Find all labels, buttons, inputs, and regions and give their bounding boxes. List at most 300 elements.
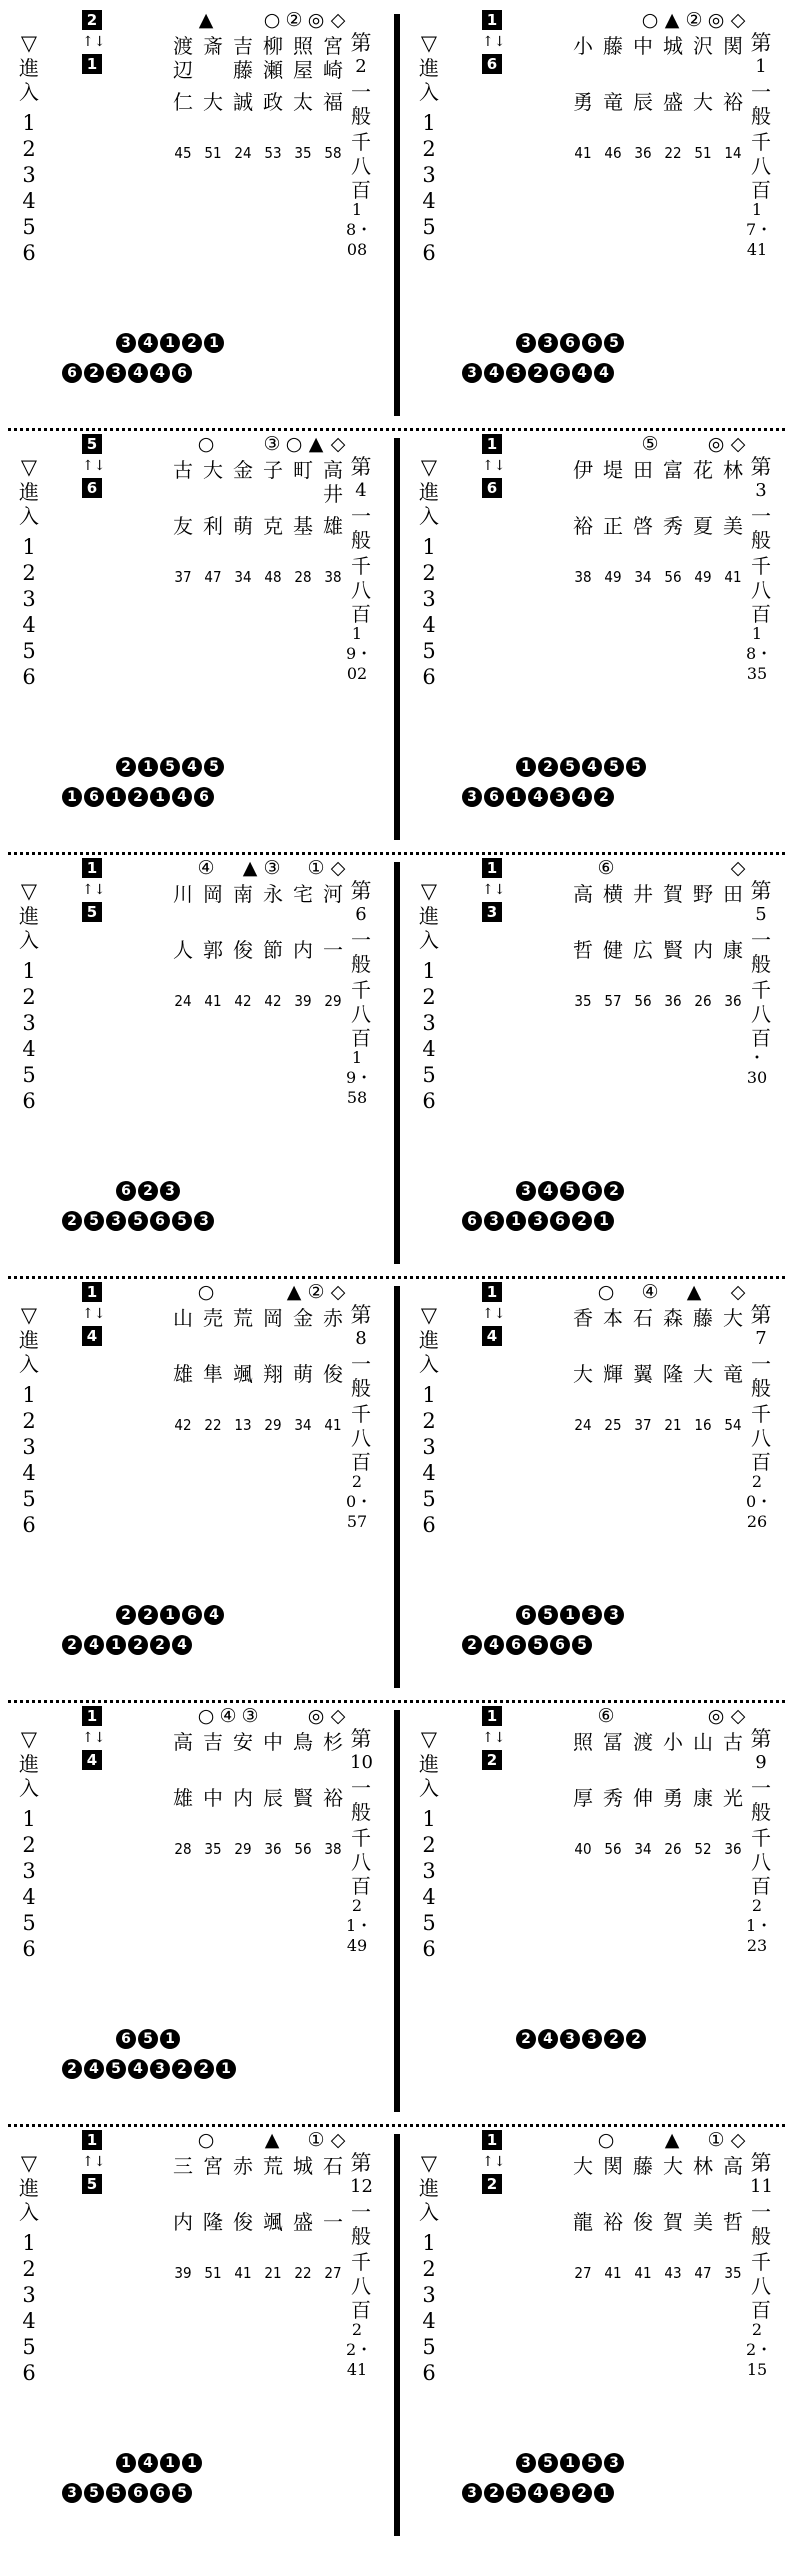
racer-given-initial: 勇: [663, 1786, 683, 1810]
prediction-mark: ⑥: [597, 1706, 615, 1727]
frame-box: 5: [82, 434, 102, 454]
prediction-mark: ③: [263, 858, 281, 879]
forecast-line-b: [462, 2482, 614, 2504]
racer-stat: 39: [174, 2264, 192, 2282]
entry-label: 進入: [419, 56, 439, 104]
racer-name: 荒: [263, 2154, 283, 2178]
forecast-number: 3: [528, 1211, 548, 1231]
forecast-number: 1: [216, 2059, 236, 2079]
prediction-mark: ▲: [664, 2130, 680, 2151]
frame-box: 2: [482, 2174, 502, 2194]
forecast-number: 6: [560, 333, 580, 353]
general-label: 一般: [751, 928, 771, 976]
lane-number: 4: [22, 2309, 36, 2333]
forecast-line-b: [462, 1210, 614, 1232]
forecast-number: 6: [116, 2029, 136, 2049]
forecast-number: 4: [484, 1635, 504, 1655]
prediction-mark: ◇: [330, 10, 346, 31]
forecast-number: 5: [204, 757, 224, 777]
racer-given-initial: 翔: [263, 1362, 283, 1386]
forecast-number: 6: [194, 787, 214, 807]
lane-number: 3: [22, 1011, 36, 1035]
forecast-number: 2: [84, 363, 104, 383]
prediction-mark: ▲: [264, 2130, 280, 2151]
racer-stat: 24: [234, 144, 252, 162]
prediction-mark: ⑥: [597, 858, 615, 879]
race-number: 4: [355, 480, 367, 501]
racer-stat: 36: [724, 1840, 742, 1858]
forecast-number: 4: [172, 787, 192, 807]
racer-name: 花: [693, 458, 713, 482]
racer-name: 城: [663, 34, 683, 58]
tail-value: 19・02: [346, 624, 373, 683]
prediction-mark: ○: [263, 10, 281, 31]
race-number: 11: [750, 2176, 773, 2197]
general-label: 一般: [751, 504, 771, 552]
general-label: 一般: [351, 1776, 371, 1824]
forecast-number: 4: [484, 363, 504, 383]
forecast-line-b: [62, 1210, 214, 1232]
racer-name: 藤: [693, 1306, 713, 1330]
racer-given-initial: 友: [173, 514, 193, 538]
racer-stat: 22: [204, 1416, 222, 1434]
racer-stat: 36: [264, 1840, 282, 1858]
forecast-number: 6: [128, 2483, 148, 2503]
racer-given-initial: 厚: [573, 1786, 593, 1810]
racer-name: 城: [293, 2154, 313, 2178]
forecast-line-a: [516, 2028, 646, 2050]
lane-number: 1: [22, 111, 36, 135]
forecast-number: 2: [516, 2029, 536, 2049]
racer-given-initial: 政: [263, 90, 283, 114]
racer-name: 吉藤: [233, 34, 253, 82]
racer-name: 富: [663, 458, 683, 482]
racer-given-initial: 竜: [723, 1362, 743, 1386]
racer-name: 横: [603, 882, 623, 906]
prediction-mark: ◇: [730, 10, 746, 31]
frame-box: 1: [82, 858, 102, 878]
frame-box: 2: [82, 10, 102, 30]
entry-label: 進入: [419, 904, 439, 952]
prediction-mark: ◎: [307, 10, 325, 31]
racer-name: 赤: [323, 1306, 343, 1330]
racer-given-initial: 中: [203, 1786, 223, 1810]
forecast-number: 2: [138, 1181, 158, 1201]
forecast-number: 1: [506, 1211, 526, 1231]
forecast-number: 5: [172, 2483, 192, 2503]
racer-stat: 35: [204, 1840, 222, 1858]
down-triangle-mark: ▽: [20, 2151, 38, 2175]
dai-label: 第: [350, 1303, 372, 1327]
prediction-mark: ◇: [330, 434, 346, 455]
down-triangle-mark: ▽: [20, 1727, 38, 1751]
forecast-number: 1: [62, 787, 82, 807]
dai-label: 第: [750, 1727, 772, 1751]
frame-box: 1: [482, 434, 502, 454]
racer-stat: 27: [324, 2264, 342, 2282]
swap-arrow-icon: ↑↓: [82, 34, 106, 50]
prediction-mark: ▲: [664, 10, 680, 31]
general-label: 一般: [351, 928, 371, 976]
racer-name: 大: [573, 2154, 593, 2178]
lane-number: 5: [22, 2335, 36, 2359]
frame-box: 6: [482, 54, 502, 74]
frame-box: 1: [482, 1282, 502, 1302]
racer-stat: 58: [324, 144, 342, 162]
racer-given-initial: 美: [693, 2210, 713, 2234]
racer-given-initial: 颯: [233, 1362, 253, 1386]
racer-stat: 29: [234, 1840, 252, 1858]
lane-number: 3: [22, 163, 36, 187]
swap-arrow-icon: ↑↓: [482, 34, 506, 50]
racer-given-initial: 啓: [633, 514, 653, 538]
frame-box: 5: [82, 2174, 102, 2194]
senpachi-label: 千八百: [751, 130, 771, 202]
forecast-number: 2: [194, 2059, 214, 2079]
racer-name: 岡: [263, 1306, 283, 1330]
lane-number: 5: [422, 2335, 436, 2359]
racer-given-initial: 哲: [573, 938, 593, 962]
racer-given-initial: 秀: [663, 514, 683, 538]
racer-name: 河: [323, 882, 343, 906]
forecast-number: 4: [572, 363, 592, 383]
racer-given-initial: 誠: [233, 90, 253, 114]
race-panel: [6, 858, 394, 1264]
lane-number: 4: [422, 1885, 436, 1909]
forecast-line-b: [462, 786, 614, 808]
lane-number: 4: [22, 1037, 36, 1061]
race-panel: [406, 1706, 793, 2112]
racer-name: 高: [173, 1730, 193, 1754]
racer-given-initial: 勇: [573, 90, 593, 114]
racer-given-initial: 健: [603, 938, 623, 962]
forecast-number: 4: [128, 2059, 148, 2079]
forecast-number: 3: [160, 1181, 180, 1201]
prediction-mark: ◇: [330, 1706, 346, 1727]
racer-given-initial: 人: [173, 938, 193, 962]
race-number: 6: [355, 904, 367, 925]
forecast-number: 6: [116, 1181, 136, 1201]
forecast-number: 5: [582, 2453, 602, 2473]
racer-stat: 36: [634, 144, 652, 162]
lane-number: 5: [22, 215, 36, 239]
racer-given-initial: 俊: [323, 1362, 343, 1386]
swap-arrow-icon: ↑↓: [482, 458, 506, 474]
racer-stat: 36: [724, 992, 742, 1010]
forecast-number: 1: [160, 1605, 180, 1625]
lane-number: 5: [422, 1487, 436, 1511]
racer-stat: 43: [664, 2264, 682, 2282]
racer-stat: 24: [174, 992, 192, 1010]
racer-stat: 28: [294, 568, 312, 586]
forecast-number: 4: [538, 1181, 558, 1201]
lane-number: 4: [422, 613, 436, 637]
forecast-line-a: [516, 2452, 624, 2474]
forecast-number: 4: [138, 2453, 158, 2473]
down-triangle-mark: ▽: [20, 455, 38, 479]
racer-stat: 35: [724, 2264, 742, 2282]
prediction-mark: ▲: [308, 434, 324, 455]
racer-stat: 49: [604, 568, 622, 586]
dai-label: 第: [750, 31, 772, 55]
racer-given-initial: 萌: [293, 1362, 313, 1386]
prediction-mark: ▲: [242, 858, 258, 879]
racer-given-initial: 雄: [173, 1786, 193, 1810]
forecast-number: 5: [84, 2483, 104, 2503]
lane-number: 6: [22, 665, 36, 689]
race-panel: [6, 1706, 394, 2112]
race-panel: [6, 10, 394, 416]
forecast-number: 3: [604, 2453, 624, 2473]
racer-stat: 21: [664, 1416, 682, 1434]
frame-box: 4: [82, 1750, 102, 1770]
lane-number: 1: [422, 959, 436, 983]
forecast-number: 5: [506, 2483, 526, 2503]
racer-given-initial: 輝: [603, 1362, 623, 1386]
forecast-number: 4: [528, 787, 548, 807]
racer-stat: 29: [264, 1416, 282, 1434]
prediction-mark: ▲: [686, 1282, 702, 1303]
racer-name: 古: [723, 1730, 743, 1754]
lane-number: 4: [22, 613, 36, 637]
racer-given-initial: 翼: [633, 1362, 653, 1386]
racer-stat: 14: [724, 144, 742, 162]
lane-number: 5: [422, 215, 436, 239]
racer-stat: 56: [604, 1840, 622, 1858]
dai-label: 第: [350, 879, 372, 903]
racer-name: 田: [723, 882, 743, 906]
racer-name: 金: [293, 1306, 313, 1330]
prediction-mark: ▲: [198, 10, 214, 31]
lane-number: 2: [22, 561, 36, 585]
tail-value: 19・58: [346, 1048, 373, 1107]
prediction-mark: ④: [219, 1706, 237, 1727]
racer-stat: 41: [574, 144, 592, 162]
swap-arrow-icon: ↑↓: [482, 882, 506, 898]
racer-stat: 24: [574, 1416, 592, 1434]
lane-number: 3: [22, 1859, 36, 1883]
forecast-line-a: [116, 756, 224, 778]
lane-number: 3: [422, 1859, 436, 1883]
frame-box: 2: [482, 1750, 502, 1770]
entry-label: 進入: [19, 1328, 39, 1376]
down-triangle-mark: ▽: [420, 1727, 438, 1751]
racer-stat: 51: [204, 144, 222, 162]
forecast-number: 2: [594, 787, 614, 807]
prediction-mark: ◇: [330, 2130, 346, 2151]
racer-stat: 35: [294, 144, 312, 162]
racer-stat: 29: [324, 992, 342, 1010]
frame-box: 6: [482, 478, 502, 498]
lane-number: 1: [422, 1807, 436, 1831]
racer-name: 山: [173, 1306, 193, 1330]
forecast-number: 1: [160, 2453, 180, 2473]
lane-number: 6: [22, 1089, 36, 1113]
forecast-number: 2: [528, 363, 548, 383]
racer-name: 藤: [633, 2154, 653, 2178]
forecast-number: 5: [106, 2059, 126, 2079]
racer-stat: 41: [634, 2264, 652, 2282]
forecast-number: 5: [160, 757, 180, 777]
frame-box: 1: [482, 1706, 502, 1726]
racer-stat: 46: [604, 144, 622, 162]
forecast-line-a: [116, 2452, 202, 2474]
lane-number: 3: [22, 2283, 36, 2307]
racer-given-initial: 裕: [603, 2210, 623, 2234]
lane-number: 6: [22, 241, 36, 265]
racer-name: 森: [663, 1306, 683, 1330]
race-number: 12: [350, 2176, 373, 2197]
racer-given-initial: 美: [723, 514, 743, 538]
lane-number: 6: [422, 241, 436, 265]
lane-number: 4: [22, 1885, 36, 1909]
racer-given-initial: 賢: [293, 1786, 313, 1810]
senpachi-label: 千八百: [351, 1402, 371, 1474]
racer-name: 中: [263, 1730, 283, 1754]
forecast-line-b: [62, 2058, 236, 2080]
racer-given-initial: 広: [633, 938, 653, 962]
racer-stat: 22: [664, 144, 682, 162]
forecast-number: 3: [582, 2029, 602, 2049]
prediction-mark: ②: [307, 1282, 325, 1303]
forecast-number: 1: [150, 787, 170, 807]
down-triangle-mark: ▽: [420, 1303, 438, 1327]
racer-name: 町: [293, 458, 313, 482]
race-number: 7: [755, 1328, 767, 1349]
forecast-number: 6: [550, 1211, 570, 1231]
lane-number: 4: [422, 2309, 436, 2333]
column-divider: [394, 1286, 400, 1688]
forecast-number: 6: [550, 363, 570, 383]
forecast-number: 3: [604, 1605, 624, 1625]
forecast-number: 3: [516, 333, 536, 353]
senpachi-label: 千八百: [351, 554, 371, 626]
general-label: 一般: [351, 504, 371, 552]
racer-stat: 41: [604, 2264, 622, 2282]
racer-given-initial: 竜: [603, 90, 623, 114]
forecast-number: 2: [538, 757, 558, 777]
forecast-number: 2: [62, 2059, 82, 2079]
racer-name: 沢: [693, 34, 713, 58]
racer-given-initial: 隼: [203, 1362, 223, 1386]
lane-number: 1: [422, 2231, 436, 2255]
dai-label: 第: [750, 455, 772, 479]
racer-name: 藤: [603, 34, 623, 58]
lane-number: 5: [22, 639, 36, 663]
racer-stat: 51: [694, 144, 712, 162]
racer-given-initial: 辰: [263, 1786, 283, 1810]
forecast-line-a: [116, 1180, 180, 1202]
column-divider: [394, 2134, 400, 2536]
forecast-number: 3: [106, 1211, 126, 1231]
race-number: 2: [355, 56, 367, 77]
forecast-number: 2: [172, 2059, 192, 2079]
racer-name: 杉: [323, 1730, 343, 1754]
lane-number: 3: [422, 163, 436, 187]
racer-given-initial: 裕: [723, 90, 743, 114]
racer-name: 南: [233, 882, 253, 906]
racer-stat: 45: [174, 144, 192, 162]
racer-name: 宮崎: [323, 34, 343, 82]
racer-given-initial: 節: [263, 938, 283, 962]
tail-value: 20・26: [746, 1472, 773, 1531]
forecast-number: 4: [150, 363, 170, 383]
racer-given-initial: 秀: [603, 1786, 623, 1810]
racer-given-initial: 隆: [663, 1362, 683, 1386]
prediction-mark: ◎: [707, 1706, 725, 1727]
prediction-mark: ○: [197, 434, 215, 455]
lane-number: 5: [422, 1911, 436, 1935]
forecast-number: 4: [84, 2059, 104, 2079]
racer-name: 林: [693, 2154, 713, 2178]
lane-number: 4: [422, 189, 436, 213]
forecast-number: 3: [462, 363, 482, 383]
racer-given-initial: 一: [323, 938, 343, 962]
frame-box: 1: [482, 10, 502, 30]
forecast-line-a: [116, 1604, 224, 1626]
forecast-number: 4: [182, 757, 202, 777]
lane-number: 6: [22, 1513, 36, 1537]
prediction-mark: ①: [307, 858, 325, 879]
forecast-line-a: [516, 756, 646, 778]
column-divider: [394, 14, 400, 416]
forecast-number: 1: [204, 333, 224, 353]
racer-given-initial: 大: [203, 90, 223, 114]
forecast-number: 5: [604, 757, 624, 777]
forecast-number: 6: [84, 787, 104, 807]
forecast-number: 4: [138, 333, 158, 353]
racer-given-initial: 賢: [663, 938, 683, 962]
lane-number: 2: [422, 1833, 436, 1857]
racer-given-initial: 福: [323, 90, 343, 114]
race-panel: [406, 10, 793, 416]
entry-label: 進入: [19, 904, 39, 952]
racer-stat: 26: [694, 992, 712, 1010]
racer-stat: 34: [634, 1840, 652, 1858]
down-triangle-mark: ▽: [20, 31, 38, 55]
racer-given-initial: 正: [603, 514, 623, 538]
row-divider: [8, 428, 785, 431]
senpachi-label: 千八百: [351, 978, 371, 1050]
entry-label: 進入: [19, 1752, 39, 1800]
racer-given-initial: 夏: [693, 514, 713, 538]
forecast-number: 2: [116, 1605, 136, 1625]
racer-stat: 25: [604, 1416, 622, 1434]
forecast-number: 5: [128, 1211, 148, 1231]
racer-name: 大: [723, 1306, 743, 1330]
prediction-mark: ③: [241, 1706, 259, 1727]
racer-given-initial: 克: [263, 514, 283, 538]
forecast-number: 2: [62, 1635, 82, 1655]
racer-given-initial: 光: [723, 1786, 743, 1810]
forecast-number: 5: [138, 2029, 158, 2049]
racer-given-initial: 颯: [263, 2210, 283, 2234]
frame-box: 1: [82, 1706, 102, 1726]
lane-number: 5: [22, 1911, 36, 1935]
racer-name: 大: [663, 2154, 683, 2178]
racer-given-initial: 太: [293, 90, 313, 114]
racer-name: 山: [693, 1730, 713, 1754]
prediction-mark: ②: [685, 10, 703, 31]
column-divider: [394, 862, 400, 1264]
racer-stat: 49: [694, 568, 712, 586]
forecast-number: 5: [84, 1211, 104, 1231]
racer-name: 小: [663, 1730, 683, 1754]
racer-name: 関: [603, 2154, 623, 2178]
dai-label: 第: [750, 2151, 772, 2175]
lane-number: 4: [22, 189, 36, 213]
lane-number: 1: [422, 111, 436, 135]
